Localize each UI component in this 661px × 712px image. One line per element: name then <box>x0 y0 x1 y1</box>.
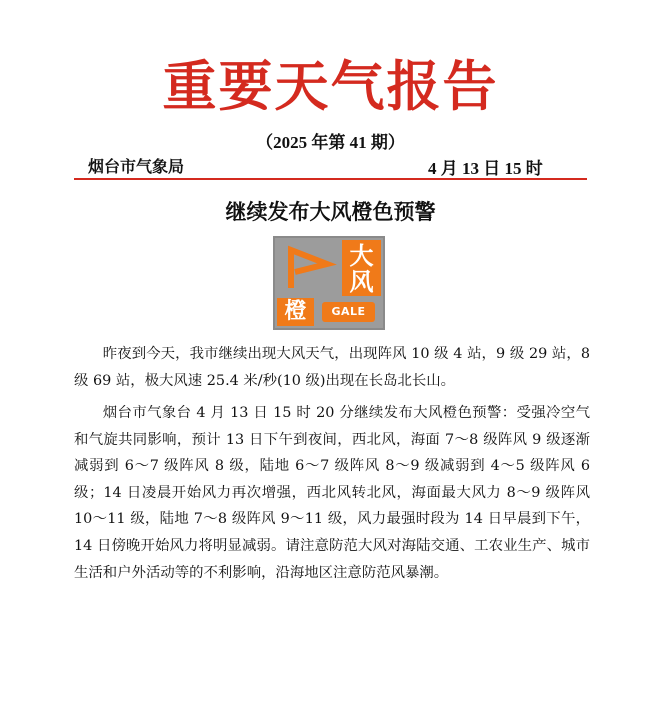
issue-number: （2025 年第 41 期） <box>256 133 405 152</box>
wind-flag-panel <box>277 240 340 296</box>
body-paragraph-1 <box>74 341 590 394</box>
gale-warning-icon <box>273 236 385 330</box>
issuing-agency: 烟台市气象局 <box>88 157 185 176</box>
gale-label-box <box>322 302 375 322</box>
header-divider <box>74 178 587 180</box>
paragraph-text: 昨夜到今天，我市继续出现大风天气，出现阵风 10 级 4 站，9 级 29 站，8 级 69 站，极大风速 25.4 米/秒(10 级)出现在长岛北长山。 <box>74 346 590 389</box>
icon-level-panel <box>277 298 314 326</box>
body-paragraph-2 <box>74 400 590 586</box>
wind-flag-icon <box>277 240 340 296</box>
headline: 继续发布大风橙色预警 <box>225 200 436 224</box>
gale-label: GALE <box>331 305 366 318</box>
icon-gale-panel <box>316 298 381 326</box>
icon-char-feng: 风 <box>349 268 374 296</box>
report-title: 重要天气报告 <box>162 54 499 118</box>
icon-char-da: 大 <box>349 242 374 270</box>
paragraph-text: 烟台市气象台 4 月 13 日 15 时 20 分继续发布大风橙色预警：受强冷空气和气旋共同影响，预计 13 日下午到夜间，西北风，海面 7～8 级阵风 9 级逐渐减弱到 6～7 级阵风 8 级，陆地 6～7 级阵风 8～9 级减弱到 4～5 级阵风 6 级；14 日凌晨开始风力再次增强，西北风转北风，海面最大风力 8～9 级阵风 10～11 级，陆地 7～8 级阵风 9～11 级，风力最强时段为 14 日早晨到下午，14 日傍晚开始风力将明显减弱。请注意防范大风对海陆交通、工农业生产、城市生活和户外活动等的不利影响，沿海地区注意防范风暴潮。 <box>74 405 590 581</box>
icon-chars-panel <box>342 240 381 296</box>
icon-char-cheng: 橙 <box>284 299 307 324</box>
issue-datetime: 4 月 13 日 15 时 <box>428 159 543 178</box>
